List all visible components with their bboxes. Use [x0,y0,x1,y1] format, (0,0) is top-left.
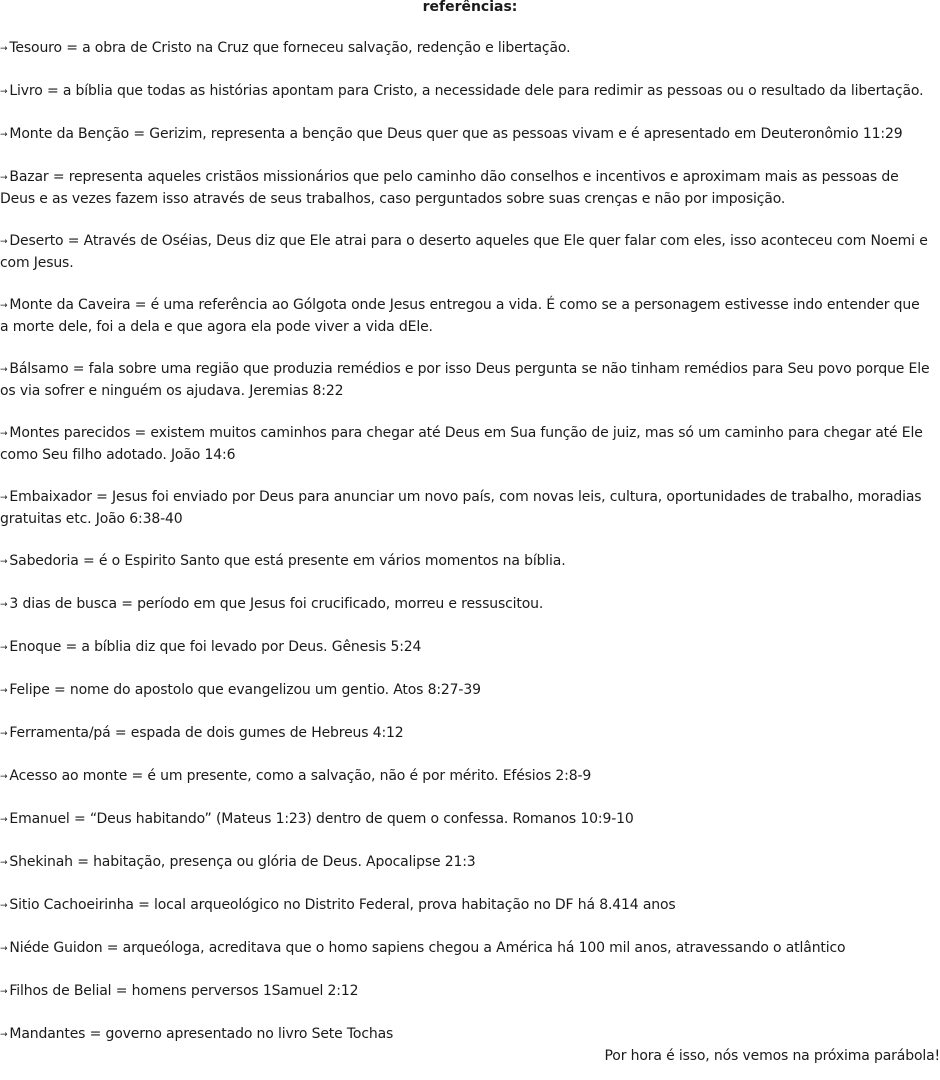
reference-item [0,680,932,702]
reference-text: Emanuel = “Deus habitando” (Mateus 1:23) dentro de quem o confessa. Romanos 10:9-10 [9,811,634,827]
arrow-icon: → [0,772,8,782]
arrow-icon: → [0,237,8,247]
reference-item [0,359,932,402]
reference-item [0,295,932,338]
arrow-icon: → [0,44,8,54]
reference-item [0,38,932,60]
reference-text: 3 dias de busca = período em que Jesus foi crucificado, morreu e ressuscitou. [9,596,544,612]
arrow-icon: → [0,1030,8,1040]
reference-text: Bazar = representa aqueles cristãos missionários que pelo caminho dão conselhos e incentivos e aproximam mais as pessoas de Deus e as vezes fazem isso através de seus trabalhos, caso perguntados sobre suas crenças e não por imposição. [0,169,899,207]
reference-text: Montes parecidos = existem muitos caminhos para chegar até Deus em Sua função de juiz, mas só um caminho para chegar até Ele como Seu filho adotado. João 14:6 [0,425,923,463]
arrow-icon: → [0,686,8,696]
reference-item [0,124,932,146]
reference-text: Bálsamo = fala sobre uma região que produzia remédios e por isso Deus pergunta se não tinham remédios para Seu povo porque Ele os via sofrer e ninguém os ajudava. Jeremias 8:22 [0,361,930,399]
arrow-icon: → [0,173,8,183]
reference-text: Monte da Benção = Gerizim, representa a benção que Deus quer que as pessoas vivam e é apresentado em Deuteronômio 11:29 [9,126,903,142]
reference-text: Sitio Cachoeirinha = local arqueológico no Distrito Federal, prova habitação no DF há 8.414 anos [9,897,676,913]
arrow-icon: → [0,944,8,954]
reference-item [0,938,932,960]
arrow-icon: → [0,729,8,739]
reference-item [0,723,932,745]
reference-text: Tesouro = a obra de Cristo na Cruz que forneceu salvação, redenção e libertação. [9,40,571,56]
reference-item [0,167,932,210]
arrow-icon: → [0,858,8,868]
arrow-icon: → [0,600,8,610]
reference-text: Deserto = Através de Oséias, Deus diz que Ele atrai para o deserto aqueles que Ele quer falar com eles, isso aconteceu com Noemi e com Jesus. [0,233,928,271]
reference-text: Felipe = nome do apostolo que evangelizou um gentio. Atos 8:27-39 [9,682,481,698]
arrow-icon: → [0,301,8,311]
closing-note: Por hora é isso, nós vemos na próxima parábola! [604,1048,940,1064]
reference-text: Embaixador = Jesus foi enviado por Deus para anunciar um novo país, com novas leis, cultura, oportunidades de trabalho, moradias gratuitas etc. João 6:38-40 [0,489,922,527]
reference-item [0,594,932,616]
arrow-icon: → [0,365,8,375]
reference-text: Monte da Caveira = é uma referência ao Gólgota onde Jesus entregou a vida. É como se a personagem estivesse indo entender que a morte dele, foi a dela e que agora ela pode viver a vida dEle. [0,297,920,335]
reference-text: Enoque = a bíblia diz que foi levado por Deus. Gênesis 5:24 [9,639,422,655]
reference-item [0,81,932,103]
reference-item [0,551,932,573]
reference-text: Ferramenta/pá = espada de dois gumes de Hebreus 4:12 [9,725,404,741]
arrow-icon: → [0,987,8,997]
reference-item [0,423,932,466]
reference-text: Sabedoria = é o Espirito Santo que está presente em vários momentos na bíblia. [9,553,566,569]
reference-item [0,766,932,788]
arrow-icon: → [0,87,8,97]
reference-item [0,981,932,1003]
reference-item [0,231,932,274]
reference-text: Mandantes = governo apresentado no livro Sete Tochas [9,1026,394,1042]
reference-item [0,809,932,831]
arrow-icon: → [0,557,8,567]
arrow-icon: → [0,130,8,140]
reference-text: Livro = a bíblia que todas as histórias apontam para Cristo, a necessidade dele para redimir as pessoas ou o resultado da libertação. [9,83,924,99]
references-list [0,38,932,1067]
reference-item [0,852,932,874]
reference-text: Niéde Guidon = arqueóloga, acreditava que o homo sapiens chegou a América há 100 mil anos, atravessando o atlântico [9,940,846,956]
reference-item [0,487,932,530]
reference-item [0,637,932,659]
arrow-icon: → [0,815,8,825]
arrow-icon: → [0,643,8,653]
reference-text: Shekinah = habitação, presença ou glória de Deus. Apocalipse 21:3 [9,854,476,870]
arrow-icon: → [0,901,8,911]
reference-item [0,895,932,917]
reference-text: Acesso ao monte = é um presente, como a salvação, não é por mérito. Efésios 2:8-9 [9,768,592,784]
page-title: referências: [422,0,518,15]
arrow-icon: → [0,493,8,503]
reference-text: Filhos de Belial = homens perversos 1Samuel 2:12 [9,983,359,999]
reference-item [0,1024,932,1046]
arrow-icon: → [0,429,8,439]
